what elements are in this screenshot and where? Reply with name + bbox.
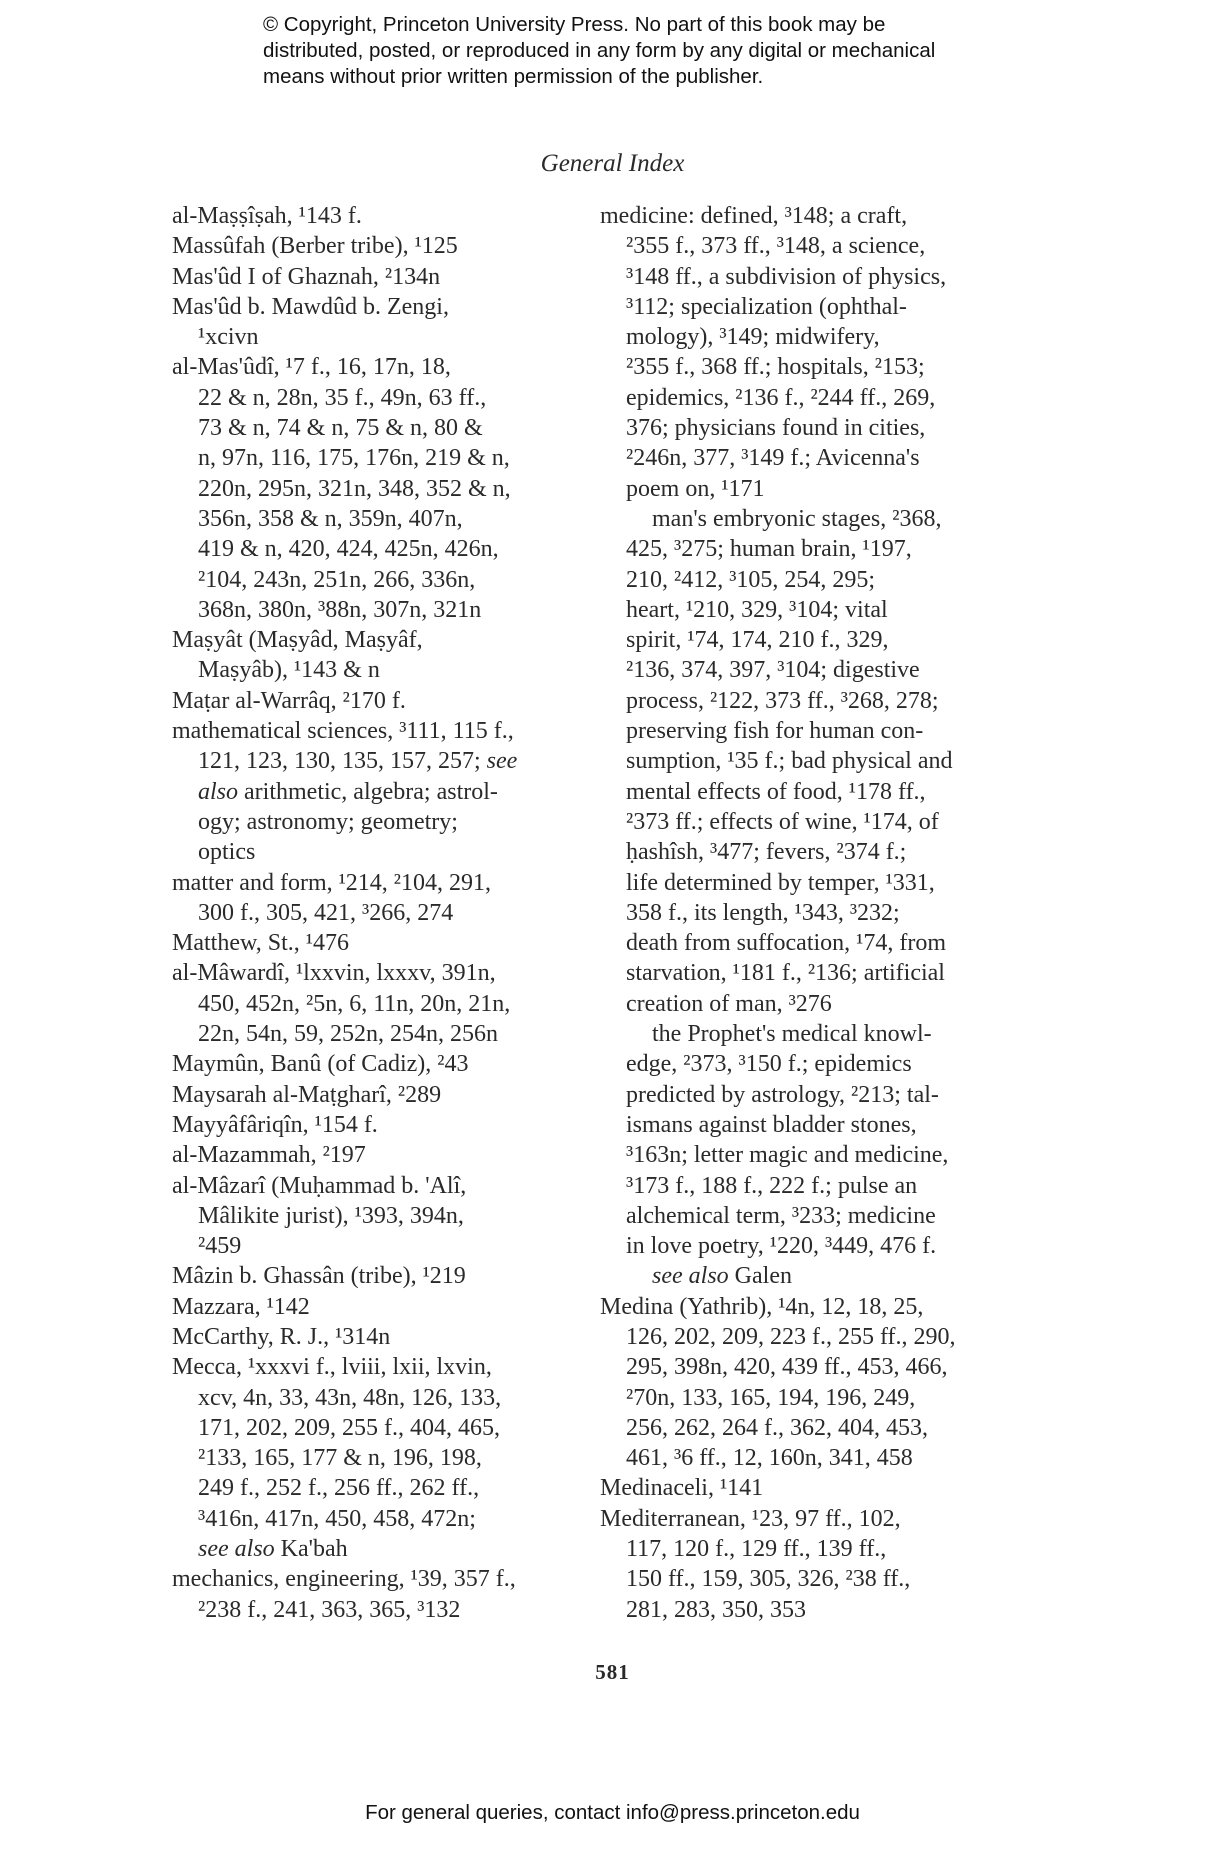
index-line: sumption, ¹35 f.; bad physical and — [626, 748, 953, 775]
index-line: ²70n, 133, 165, 194, 196, 249, — [626, 1384, 916, 1411]
index-line: alchemical term, ³233; medicine — [626, 1202, 936, 1229]
index-line: optics — [198, 839, 256, 866]
index-line: poem on, ¹171 — [626, 475, 765, 502]
index-line: 450, 452n, ²5n, 6, 11n, 20n, 21n, — [198, 990, 511, 1017]
index-line: Mas'ûd I of Ghaznah, ²134n — [172, 263, 441, 290]
index-line: 256, 262, 264 f., 362, 404, 453, — [626, 1414, 928, 1441]
index-line: ²136, 374, 397, ³104; digestive — [626, 657, 920, 684]
index-line: 356n, 358 & n, 359n, 407n, — [198, 505, 463, 532]
index-line: 425, ³275; human brain, ¹197, — [626, 536, 912, 563]
index-line: Mazzara, ¹142 — [172, 1293, 310, 1320]
index-line: ³163n; letter magic and medicine, — [626, 1142, 949, 1169]
index-line: life determined by temper, ¹331, — [626, 869, 935, 896]
index-line: Mecca, ¹xxxvi f., lviii, lxii, lxvin, — [172, 1354, 492, 1381]
index-line: mology), ³149; midwifery, — [626, 324, 880, 351]
index-line: epidemics, ²136 f., ²244 ff., 269, — [626, 384, 936, 411]
index-line: see also Galen — [652, 1263, 792, 1290]
index-line: 249 f., 252 f., 256 ff., 262 ff., — [198, 1475, 480, 1502]
index-line: ²355 f., 373 ff., ³148, a science, — [626, 233, 926, 260]
index-line: in love poetry, ¹220, ³449, 476 f. — [626, 1233, 937, 1260]
index-line: heart, ¹210, 329, ³104; vital — [626, 596, 888, 623]
index-line: 376; physicians found in cities, — [626, 415, 926, 442]
footer-contact: For general queries, contact info@press.princeton.edu — [365, 1801, 860, 1824]
index-line: 126, 202, 209, 223 f., 255 ff., 290, — [626, 1323, 956, 1350]
index-line: n, 97n, 116, 175, 176n, 219 & n, — [198, 445, 510, 472]
index-line: al-Mâzarî (Muḥammad b. 'Alî, — [172, 1172, 467, 1199]
index-line: al-Mas'ûdî, ¹7 f., 16, 17n, 18, — [172, 354, 451, 381]
index-line: ḥashîsh, ³477; fevers, ²374 f.; — [626, 839, 907, 866]
index-line: ismans against bladder stones, — [626, 1111, 917, 1138]
index-line: 220n, 295n, 321n, 348, 352 & n, — [198, 475, 511, 502]
index-line: medicine: defined, ³148; a craft, — [600, 203, 908, 229]
index-line: ³112; specialization (ophthal- — [626, 293, 907, 320]
index-line: Medinaceli, ¹141 — [600, 1475, 764, 1502]
index-line: 22n, 54n, 59, 252n, 254n, 256n — [198, 1021, 498, 1048]
index-line: ²104, 243n, 251n, 266, 336n, — [198, 566, 476, 593]
index-line: process, ²122, 373 ff., ³268, 278; — [626, 687, 939, 714]
index-line: preserving fish for human con- — [626, 718, 924, 745]
index-line: 281, 283, 350, 353 — [626, 1596, 806, 1623]
index-line: also arithmetic, algebra; astrol- — [198, 778, 498, 805]
index-line: Mâlikite jurist), ¹393, 394n, — [198, 1202, 464, 1229]
index-line: Mediterranean, ¹23, 97 ff., 102, — [600, 1505, 901, 1532]
index-line: 171, 202, 209, 255 f., 404, 465, — [198, 1414, 500, 1441]
index-line: ²246n, 377, ³149 f.; Avicenna's — [626, 445, 920, 472]
index-line: ogy; astronomy; geometry; — [198, 808, 458, 835]
index-line: predicted by astrology, ²213; tal- — [626, 1081, 939, 1108]
index-line: see also Ka'bah — [198, 1536, 348, 1563]
index-column-right — [600, 201, 1030, 1625]
index-column-left — [172, 201, 602, 1625]
index-line: creation of man, ³276 — [626, 990, 832, 1017]
copyright-line: means without prior written permission of the publisher. — [263, 65, 764, 88]
index-line: ²238 f., 241, 363, 365, ³132 — [198, 1596, 461, 1623]
index-line: Maṣyâb), ¹143 & n — [198, 657, 380, 684]
index-line: 358 f., its length, ¹343, ³232; — [626, 899, 900, 926]
index-line: ³173 f., 188 f., 222 f.; pulse an — [626, 1172, 918, 1199]
index-line: ²133, 165, 177 & n, 196, 198, — [198, 1445, 482, 1472]
index-line: 461, ³6 ff., 12, 160n, 341, 458 — [626, 1445, 913, 1472]
index-line: ³148 ff., a subdivision of physics, — [626, 263, 947, 290]
index-line: 419 & n, 420, 424, 425n, 426n, — [198, 536, 499, 563]
index-line: ³416n, 417n, 450, 458, 472n; — [198, 1505, 476, 1532]
index-line: ²373 ff.; effects of wine, ¹174, of — [626, 808, 939, 835]
copyright-line: distributed, posted, or reproduced in any form by any digital or mechanical — [263, 39, 936, 62]
index-line: mechanics, engineering, ¹39, 357 f., — [172, 1566, 516, 1593]
index-line: the Prophet's medical knowl- — [652, 1021, 932, 1048]
running-head: General Index — [540, 150, 685, 177]
index-line: mathematical sciences, ³111, 115 f., — [172, 718, 514, 745]
index-line: Mas'ûd b. Mawdûd b. Zengi, — [172, 293, 449, 320]
index-line: Maysarah al-Maṭgharî, ²289 — [172, 1081, 442, 1108]
index-line: 150 ff., 159, 305, 326, ²38 ff., — [626, 1566, 911, 1593]
index-line: 210, ²412, ³105, 254, 295; — [626, 566, 876, 593]
index-line: xcv, 4n, 33, 43n, 48n, 126, 133, — [198, 1384, 502, 1411]
index-line: ²355 f., 368 ff.; hospitals, ²153; — [626, 354, 925, 381]
index-line: al-Mazammah, ²197 — [172, 1142, 366, 1169]
index-line: 368n, 380n, ³88n, 307n, 321n — [198, 596, 482, 623]
index-line: Massûfah (Berber tribe), ¹125 — [172, 233, 458, 260]
index-line: spirit, ¹74, 174, 210 f., 329, — [626, 627, 889, 654]
index-line: matter and form, ¹214, ²104, 291, — [172, 869, 491, 896]
index-line: Medina (Yathrib), ¹4n, 12, 18, 25, — [600, 1293, 924, 1320]
index-line: Mayyâfâriqîn, ¹154 f. — [172, 1111, 378, 1138]
index-line: Maṭar al-Warrâq, ²170 f. — [172, 687, 406, 714]
index-line: 22 & n, 28n, 35 f., 49n, 63 ff., — [198, 384, 487, 411]
index-line: al-Mâwardî, ¹lxxvin, lxxxv, 391n, — [172, 960, 496, 987]
index-line: Maymûn, Banû (of Cadiz), ²43 — [172, 1051, 469, 1078]
index-line: al-Maṣṣîṣah, ¹143 f. — [172, 203, 362, 229]
index-line: 295, 398n, 420, 439 ff., 453, 466, — [626, 1354, 948, 1381]
index-line: 121, 123, 130, 135, 157, 257; see — [198, 748, 518, 775]
index-line: edge, ²373, ³150 f.; epidemics — [626, 1051, 912, 1078]
index-line: 300 f., 305, 421, ³266, 274 — [198, 899, 454, 926]
index-line: ²459 — [198, 1233, 242, 1260]
index-line: 73 & n, 74 & n, 75 & n, 80 & — [198, 415, 483, 442]
copyright-notice — [263, 12, 1023, 90]
index-line: mental effects of food, ¹178 ff., — [626, 778, 926, 805]
copyright-line: © Copyright, Princeton University Press. No part of this book may be — [263, 13, 886, 36]
index-line: man's embryonic stages, ²368, — [652, 505, 942, 532]
index-line: death from suffocation, ¹74, from — [626, 930, 947, 957]
index-line: Mâzin b. Ghassân (tribe), ¹219 — [172, 1263, 466, 1290]
index-line: McCarthy, R. J., ¹314n — [172, 1323, 391, 1350]
index-line: Maṣyât (Maṣyâd, Maṣyâf, — [172, 627, 423, 654]
page-number: 581 — [595, 1660, 630, 1684]
index-line: Matthew, St., ¹476 — [172, 930, 349, 957]
index-line: ¹xcivn — [198, 324, 259, 351]
index-line: 117, 120 f., 129 ff., 139 ff., — [626, 1536, 887, 1563]
index-line: starvation, ¹181 f., ²136; artificial — [626, 960, 945, 987]
